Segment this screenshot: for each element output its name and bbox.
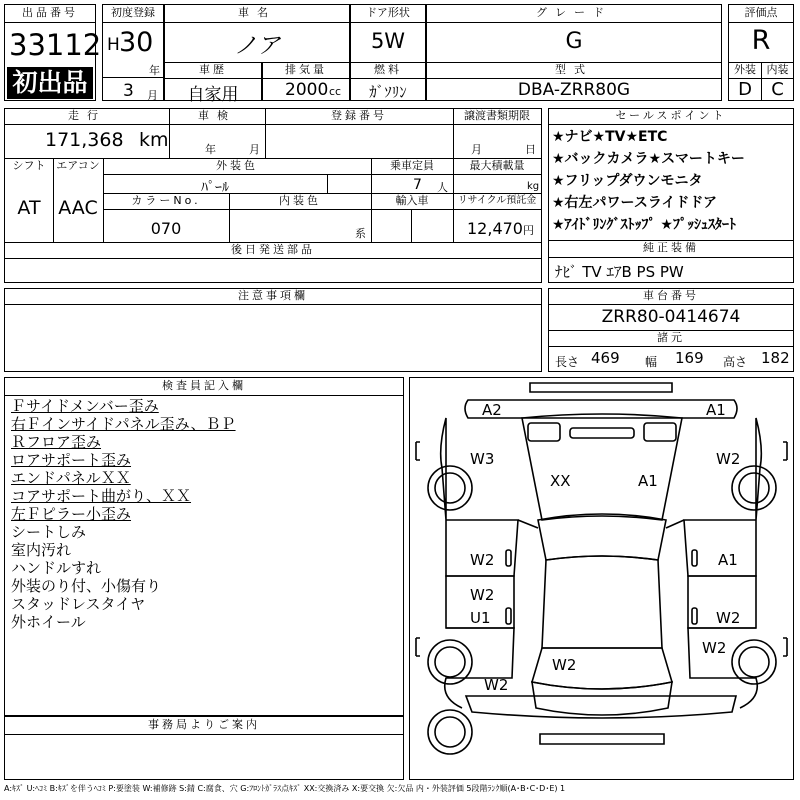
mark-a2-front-left: A2 (482, 401, 502, 419)
mark-a1-right-front-door: A1 (718, 551, 738, 569)
width-value: 169 (675, 349, 704, 367)
registration-year: 30 (119, 27, 154, 58)
sales-point-item: ★バックカメラ★スマートキー (552, 151, 745, 167)
front-panel-shape (465, 400, 737, 418)
height-value: 182 (761, 349, 790, 367)
inspector-note: スタッドレスタイヤ (11, 595, 146, 613)
shift-label: シフト (12, 159, 46, 172)
mark-w2-left-front-door: W2 (470, 551, 495, 569)
history-label: 車歴 (199, 63, 227, 76)
era: H (107, 35, 120, 55)
mark-w2-right-quarter: W2 (702, 639, 727, 657)
displacement-unit: cc (329, 85, 342, 98)
plate-label: 登録番号 (331, 109, 387, 122)
inspector-note: Ｒフロア歪み (11, 433, 102, 451)
mark-a1-hood: A1 (638, 472, 658, 490)
score-label: 評価点 (744, 6, 778, 19)
mark-w2-left-quarter: W2 (484, 676, 509, 694)
grade-cell (426, 4, 722, 63)
inspector-note: 右Ｆインサイドパネル歪み、ＢＰ (11, 415, 236, 433)
inspector-note: ハンドルすれ (11, 559, 102, 577)
load-label: 最大積載量 (469, 159, 525, 172)
length-label: 長さ (555, 355, 580, 369)
inspector-notes (11, 397, 401, 631)
mark-a1-front-right: A1 (706, 401, 726, 419)
inspector-note: 室内汚れ (11, 541, 72, 559)
fuel: ｶﾞｿﾘﾝ (369, 83, 407, 101)
interior-color-unit: 系 (355, 227, 366, 240)
mark-w2-right-fender: W2 (716, 450, 741, 468)
mark-w2-rear-center: W2 (552, 656, 577, 674)
first-registration-cell (102, 4, 164, 101)
mark-xx-hood: XX (550, 472, 571, 490)
chassis-box (548, 288, 794, 372)
inspector-note: エンドパネルＸＸ (11, 469, 131, 487)
import-label: 輸入車 (395, 194, 429, 207)
interior-grade-cell (761, 62, 794, 101)
interior-color-label: 内装色 (279, 194, 321, 207)
legend-footer: A:ｷｽﾞ U:ﾍｺﾐ B:ｷｽﾞを伴うﾍｺﾐ P:要塗装 W:補修跡 S:錆 C:腐食、穴 G:ﾌﾛﾝﾄｶﾞﾗｽ点ｷｽﾞ XX:交換済み X:要交換 欠:欠品 内・外装評価 5段階ﾗﾝｸ順(A･B･C･D･E) 1 (4, 784, 566, 793)
transfer-month-unit: 月 (471, 143, 482, 156)
caution-label: 注意事項欄 (238, 289, 308, 302)
recycle-fee-unit: 円 (523, 224, 534, 237)
inspection-label: 車検 (198, 109, 236, 122)
inspector-box (4, 377, 404, 716)
fuel-label: 燃料 (374, 63, 402, 76)
inspector-note: ロアサポート歪み (11, 451, 132, 469)
exterior-color: ﾊﾟｰﾙ (201, 180, 229, 196)
exterior-grade-cell (728, 62, 762, 101)
exterior-color-label: 外装色 (216, 159, 258, 172)
lot-number: 33112 (9, 28, 102, 62)
history-cell (164, 62, 262, 105)
door-cell (350, 4, 426, 63)
inspector-note: Ｆサイドメンバー歪み (11, 397, 159, 415)
displacement-label: 排気量 (285, 63, 327, 76)
color-number: 070 (150, 219, 182, 238)
score: R (751, 25, 771, 56)
sales-points-box (548, 108, 794, 241)
mileage: 171,368 (45, 129, 124, 151)
ac-type: AAC (58, 197, 98, 219)
recycle-fee-label: リサイクル預託金 (457, 195, 537, 206)
transfer-doc-label: 譲渡書類期限 (464, 109, 530, 122)
sales-points-list (552, 126, 792, 236)
sales-point-item: ★ナビ★TV★ETC (552, 129, 668, 145)
damage-diagram-box (409, 377, 794, 780)
equipment-value: ﾅﾋﾞ TV ｴｱB PS PW (555, 263, 684, 281)
exterior-grade-label: 外装 (734, 63, 756, 76)
recycle-fee: 12,470 (467, 219, 523, 238)
sales-point-item: ★右左パワースライドドア (552, 195, 718, 211)
inspector-note: 左Ｆピラー小歪み (11, 505, 132, 523)
capacity-label: 乗車定員 (390, 159, 434, 172)
interior-grade: C (771, 79, 784, 100)
mark-u1-left-rear-door: U1 (470, 609, 491, 627)
lot-number-label: 出品番号 (22, 6, 78, 19)
tailgate-shape (532, 682, 672, 715)
mark-w3-left-fender: W3 (470, 450, 495, 468)
door-label: ドア形状 (366, 6, 410, 19)
car-damage-diagram (410, 378, 793, 779)
inspector-note: 外装のり付、小傷有り (11, 577, 162, 595)
load-unit: kg (527, 181, 540, 192)
rear-bumper-shape (540, 734, 664, 744)
interior-grade-label: 内装 (766, 63, 789, 76)
displacement-cell (262, 62, 350, 101)
chassis-label: 車台番号 (643, 289, 699, 302)
ac-label: エアコン (56, 159, 100, 172)
length-value: 469 (591, 349, 620, 367)
front-bumper-shape (530, 383, 672, 392)
model-label: 型式 (555, 63, 593, 76)
inspector-note: シートしみ (11, 523, 87, 541)
model-cell (426, 62, 722, 101)
mileage-label: 走行 (68, 109, 106, 122)
car-name: ノア (234, 33, 280, 59)
first-listing-badge: 初出品 (7, 67, 93, 99)
capacity-unit: 人 (437, 181, 448, 194)
year-unit: 年 (149, 64, 160, 77)
month-unit: 月 (147, 89, 158, 102)
color-no-label: カラーNo. (131, 194, 201, 207)
inspector-label: 検査員記入欄 (162, 379, 246, 392)
inspector-note: 外ホイール (11, 613, 86, 631)
hood-shape (522, 414, 682, 520)
equipment-box (548, 240, 794, 283)
inspector-note: コアサポート曲がり、ＸＸ (11, 487, 192, 505)
sales-point-item: ★ｱｲﾄﾞﾘﾝｸﾞｽﾄｯﾌﾟ ★ﾌﾟｯｼｭｽﾀｰﾄ (552, 217, 736, 233)
later-parts-label: 後日発送部品 (231, 243, 315, 256)
door-type: 5W (370, 29, 406, 53)
mark-w2-left-rear-door: W2 (470, 586, 495, 604)
inspection-month-unit: 月 (249, 143, 260, 156)
score-cell (728, 4, 794, 63)
office-label: 事務局よりご案内 (148, 718, 260, 731)
details-table (4, 108, 542, 283)
sales-point-item: ★フリップダウンモニタ (552, 173, 703, 189)
registration-month: 3 (123, 81, 134, 101)
transfer-day-unit: 日 (525, 143, 536, 156)
fuel-cell (350, 62, 426, 101)
mileage-unit: km (139, 129, 169, 151)
width-label: 幅 (645, 355, 658, 369)
roof-shape (542, 556, 662, 648)
grade-label: グレード (536, 6, 612, 19)
capacity: 7 (413, 177, 422, 193)
office-box (4, 716, 404, 780)
displacement: 2000 (285, 80, 329, 100)
first-registration-label: 初度登録 (111, 6, 155, 19)
model-code: DBA-ZRR80G (517, 80, 631, 100)
mark-w2-right-rear-door: W2 (716, 609, 741, 627)
lot-number-cell (4, 4, 102, 101)
exterior-grade: D (738, 79, 752, 100)
equipment-label: 純正装備 (643, 241, 699, 254)
inspection-year-unit: 年 (205, 143, 216, 156)
caution-box (4, 288, 542, 372)
chassis-number: ZRR80-0414674 (601, 307, 741, 327)
shift: AT (17, 197, 41, 219)
dimensions-label: 諸元 (657, 331, 685, 344)
height-label: 高さ (723, 355, 748, 369)
car-name-cell (164, 4, 350, 63)
grade: G (565, 29, 583, 54)
windshield-shape (538, 514, 666, 560)
history: 自家用 (187, 85, 239, 105)
sales-points-label: セールスポイント (615, 109, 727, 122)
car-name-label: 車名 (238, 6, 276, 19)
